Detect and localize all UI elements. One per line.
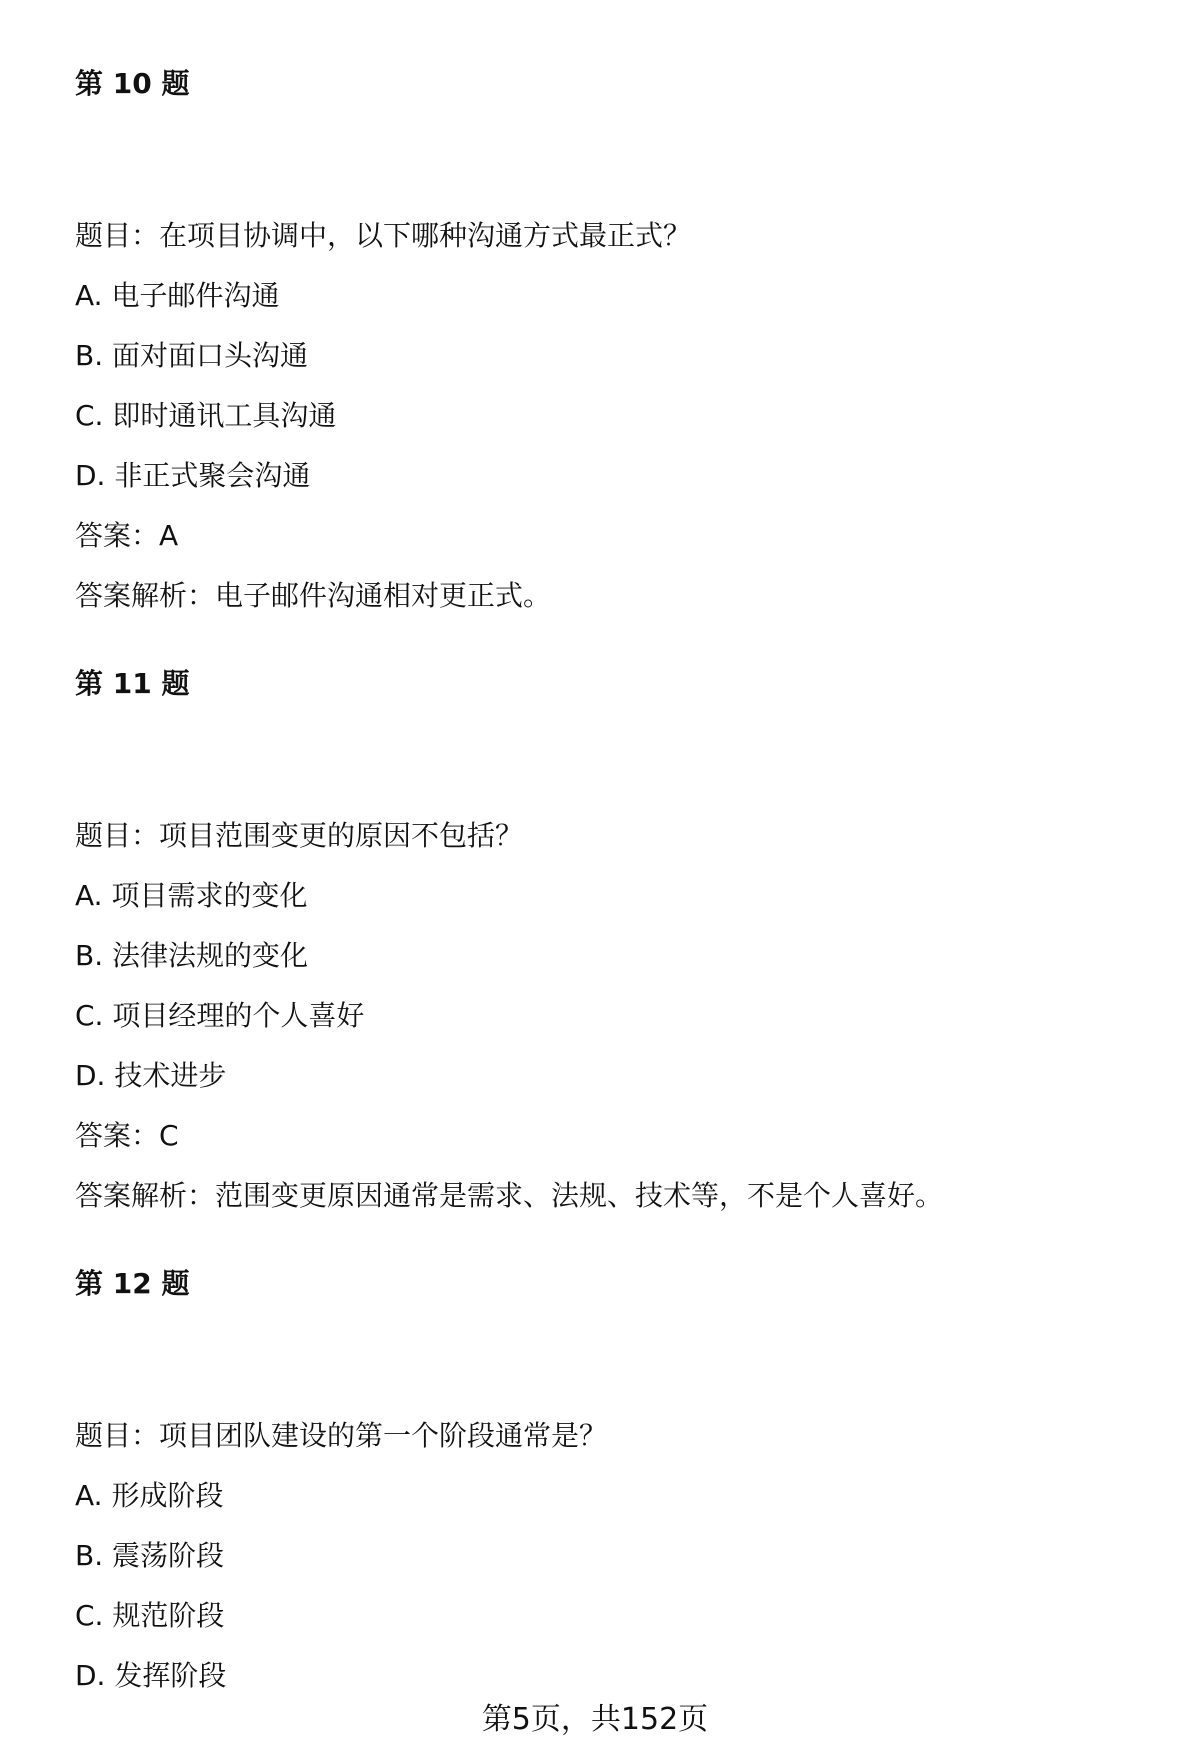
answer: 答案：C (75, 1119, 179, 1152)
option-d: D. 非正式聚会沟通 (75, 459, 311, 492)
option-c: C. 规范阶段 (75, 1599, 225, 1632)
option-c: C. 即时通讯工具沟通 (75, 399, 337, 432)
option-c: C. 项目经理的个人喜好 (75, 999, 365, 1032)
answer-explanation: 答案解析：电子邮件沟通相对更正式。 (75, 579, 552, 612)
option-a: A. 电子邮件沟通 (75, 279, 280, 312)
question-heading: 第 12 题 (75, 1267, 190, 1300)
option-a: A. 项目需求的变化 (75, 879, 308, 912)
option-d: D. 技术进步 (75, 1059, 227, 1092)
question-heading: 第 10 题 (75, 67, 190, 100)
option-b: B. 面对面口头沟通 (75, 339, 309, 372)
option-a: A. 形成阶段 (75, 1479, 224, 1512)
answer: 答案：A (75, 519, 179, 552)
option-d: D. 发挥阶段 (75, 1659, 227, 1692)
option-b: B. 震荡阶段 (75, 1539, 225, 1572)
question-stem: 题目：项目范围变更的原因不包括？ (75, 819, 524, 852)
question-heading: 第 11 题 (75, 667, 190, 700)
answer-explanation: 答案解析：范围变更原因通常是需求、法规、技术等，不是个人喜好。 (75, 1179, 944, 1212)
page-number: 第5页，共152页 (481, 1702, 709, 1737)
option-b: B. 法律法规的变化 (75, 939, 309, 972)
question-stem: 题目：在项目协调中，以下哪种沟通方式最正式？ (75, 219, 692, 252)
question-stem: 题目：项目团队建设的第一个阶段通常是？ (75, 1419, 608, 1452)
